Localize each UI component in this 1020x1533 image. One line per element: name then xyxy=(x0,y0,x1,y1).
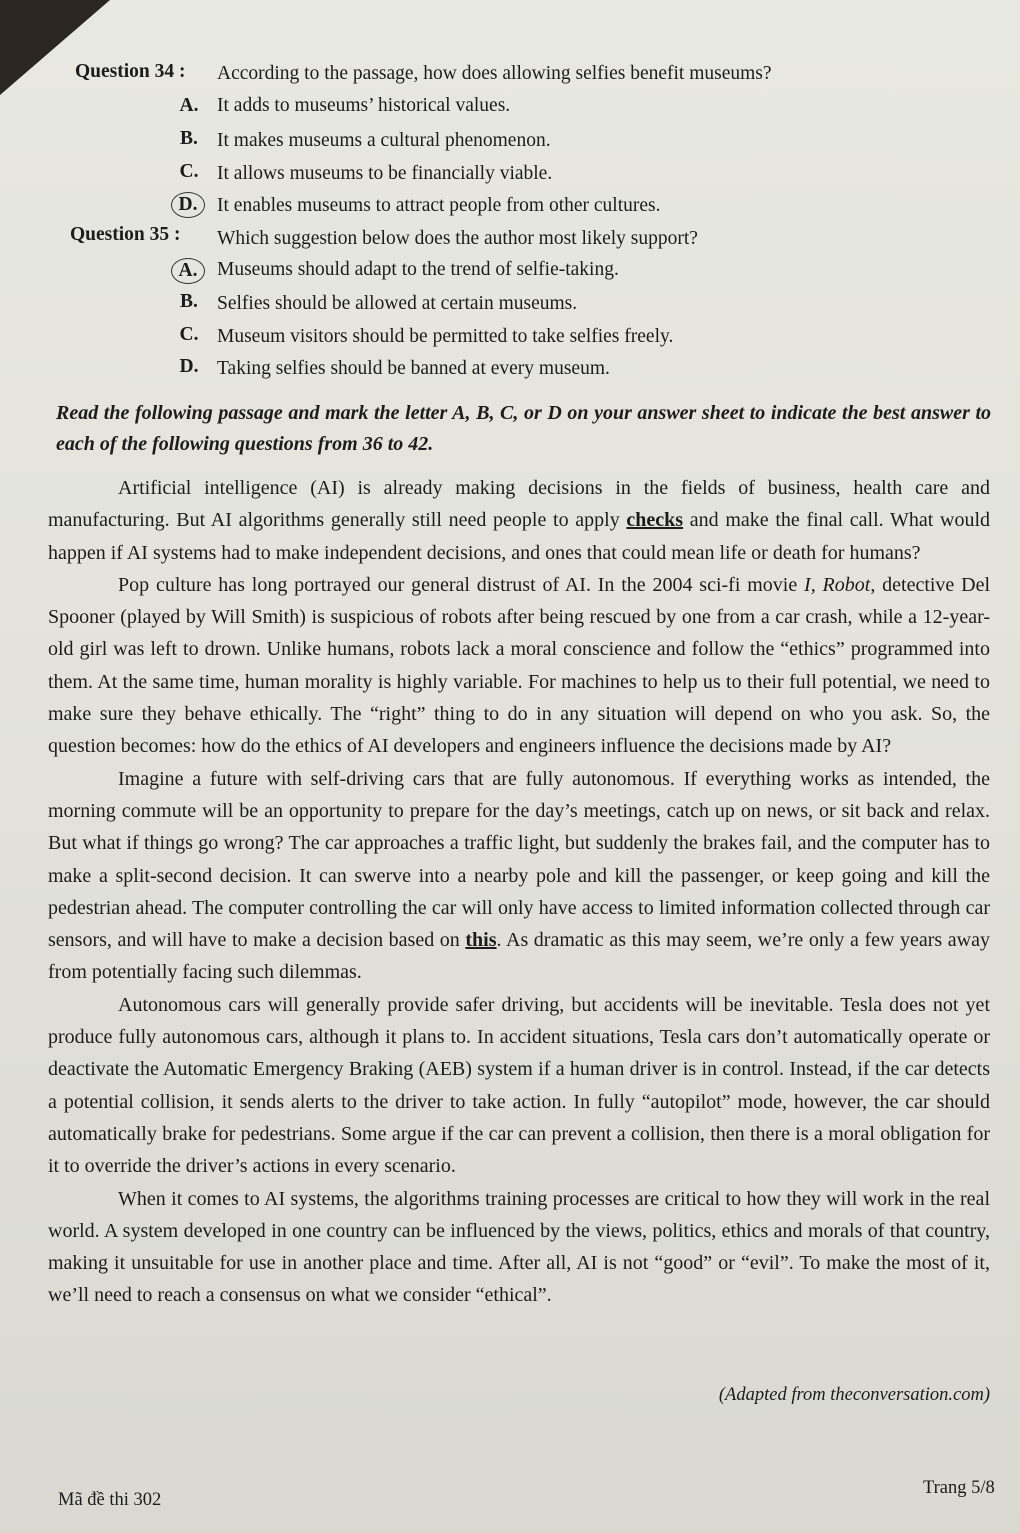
option-letter: D. xyxy=(179,356,199,377)
page-number: Trang 5/8 xyxy=(923,1478,995,1498)
underlined-word-checks: checks xyxy=(626,509,684,532)
option-text: Selfies should be allowed at certain museums. xyxy=(217,293,578,314)
option-text: Taking selfies should be banned at every museum. xyxy=(217,358,610,379)
reading-passage xyxy=(48,472,990,1312)
passage-paragraph-4: Autonomous cars will generally provide safer driving, but accidents will be inevitable. Tesla does not yet produce fully autonomous cars, although it plans to. In accident situations, Tesla cars don’t automatically operate or deactivate the Automatic Emergency Braking (AEB) system if a human driver is in control. Instead, if the car detects a potential collision, it sends alerts to the driver to take action. In fully “autopilot” mode, however, the car should automatically brake for pedestrians. Some argue if the car can prevent a collision, then there is a moral obligation for it to override the driver’s actions in every scenario. xyxy=(48,993,990,1178)
exam-code: Mã đề thi 302 xyxy=(58,1490,162,1510)
passage-paragraph-2 xyxy=(48,569,990,763)
passage-text: Imagine a future with self-driving cars that are fully autonomous. If everything works as intended, the morning commute will be an opportunity to prepare for the day’s meetings, catch up on news, or sit back and relax. But what if things go wrong? The car approaches a traffic light, but suddenly the brakes fail, and the computer has to make a split-second decision. It can swerve into a nearby pole and kill the passenger, or keep going and kill the pedestrian ahead. The computer controlling the car will only have access to limited information collected through car sensors, and will have to make a decision based on xyxy=(48,767,990,952)
passage-text: Artificial intelligence (AI) is already making decisions in the fields of business, health care and manufacturing. But AI algorithms generally still need people to apply xyxy=(48,477,990,532)
passage-text: and make the final call. What would happen if AI systems had to make independent decisions, and ones that could mean life or death for humans? xyxy=(48,509,990,564)
option-letter: A. xyxy=(179,95,199,116)
passage-text: . As dramatic as this may seem, we’re only a few years away from potentially facing such dilemmas. xyxy=(48,929,990,984)
option-letter: C. xyxy=(179,161,199,182)
passage-paragraph-5: When it comes to AI systems, the algorithms training processes are critical to how they will work in the real world. A system developed in one country can be influenced by the views, politics, ethics and morals of that country, making it unsuitable for use in another place and time. After all, AI is not “good” or “evil”. To make the most of it, we’ll need to reach a consensus on what we consider “ethical”. xyxy=(48,1187,990,1307)
option-text: It adds to museums’ historical values. xyxy=(217,95,511,116)
passage-text: , detective Del Spooner (played by Will Smith) is suspicious of robots after being rescued by one from a car crash, while a 12-year-old girl was left to drown. Unlike humans, robots lack a moral conscience and follow the “ethics” programmed into them. At the same time, human morality is highly variable. For machines to help us to their full potential, we need to make sure they behave ethically. The “right” thing to do in any situation will depend on who you ask. So, the question becomes: how do the ethics of AI developers and engineers influence the decisions made by AI? xyxy=(48,573,991,758)
question-label: Question 35 : xyxy=(70,224,181,245)
underlined-word-this: this xyxy=(465,929,497,952)
question-text: Which suggestion below does the author most likely support? xyxy=(217,228,698,249)
option-letter-circled: D. xyxy=(171,192,205,218)
option-text: It allows museums to be financially viable. xyxy=(217,163,553,184)
option-text: It enables museums to attract people from other cultures. xyxy=(217,195,661,216)
movie-title: I, Robot xyxy=(804,573,871,596)
passage-paragraph-1 xyxy=(48,472,990,569)
question-label: Question 34 : xyxy=(75,61,186,82)
option-text: Museum visitors should be permitted to take selfies freely. xyxy=(217,326,674,347)
reading-instruction: Read the following passage and mark the letter A, B, C, or D on your answer sheet to indicate the best answer to each of the following questions from 36 to 42. xyxy=(56,402,991,455)
passage-paragraph-3 xyxy=(48,763,990,989)
option-text: Museums should adapt to the trend of selfie-taking. xyxy=(217,259,619,280)
option-letter: B. xyxy=(180,128,198,149)
option-letter: B. xyxy=(180,291,198,312)
passage-text: Pop culture has long portrayed our general distrust of AI. In the 2004 sci-fi movie xyxy=(118,573,805,596)
passage-source: (Adapted from theconversation.com) xyxy=(718,1385,990,1405)
question-text: According to the passage, how does allowing selfies benefit museums? xyxy=(217,63,772,84)
option-letter-circled: A. xyxy=(171,258,205,284)
option-text: It makes museums a cultural phenomenon. xyxy=(217,130,551,151)
option-letter: C. xyxy=(179,324,199,345)
